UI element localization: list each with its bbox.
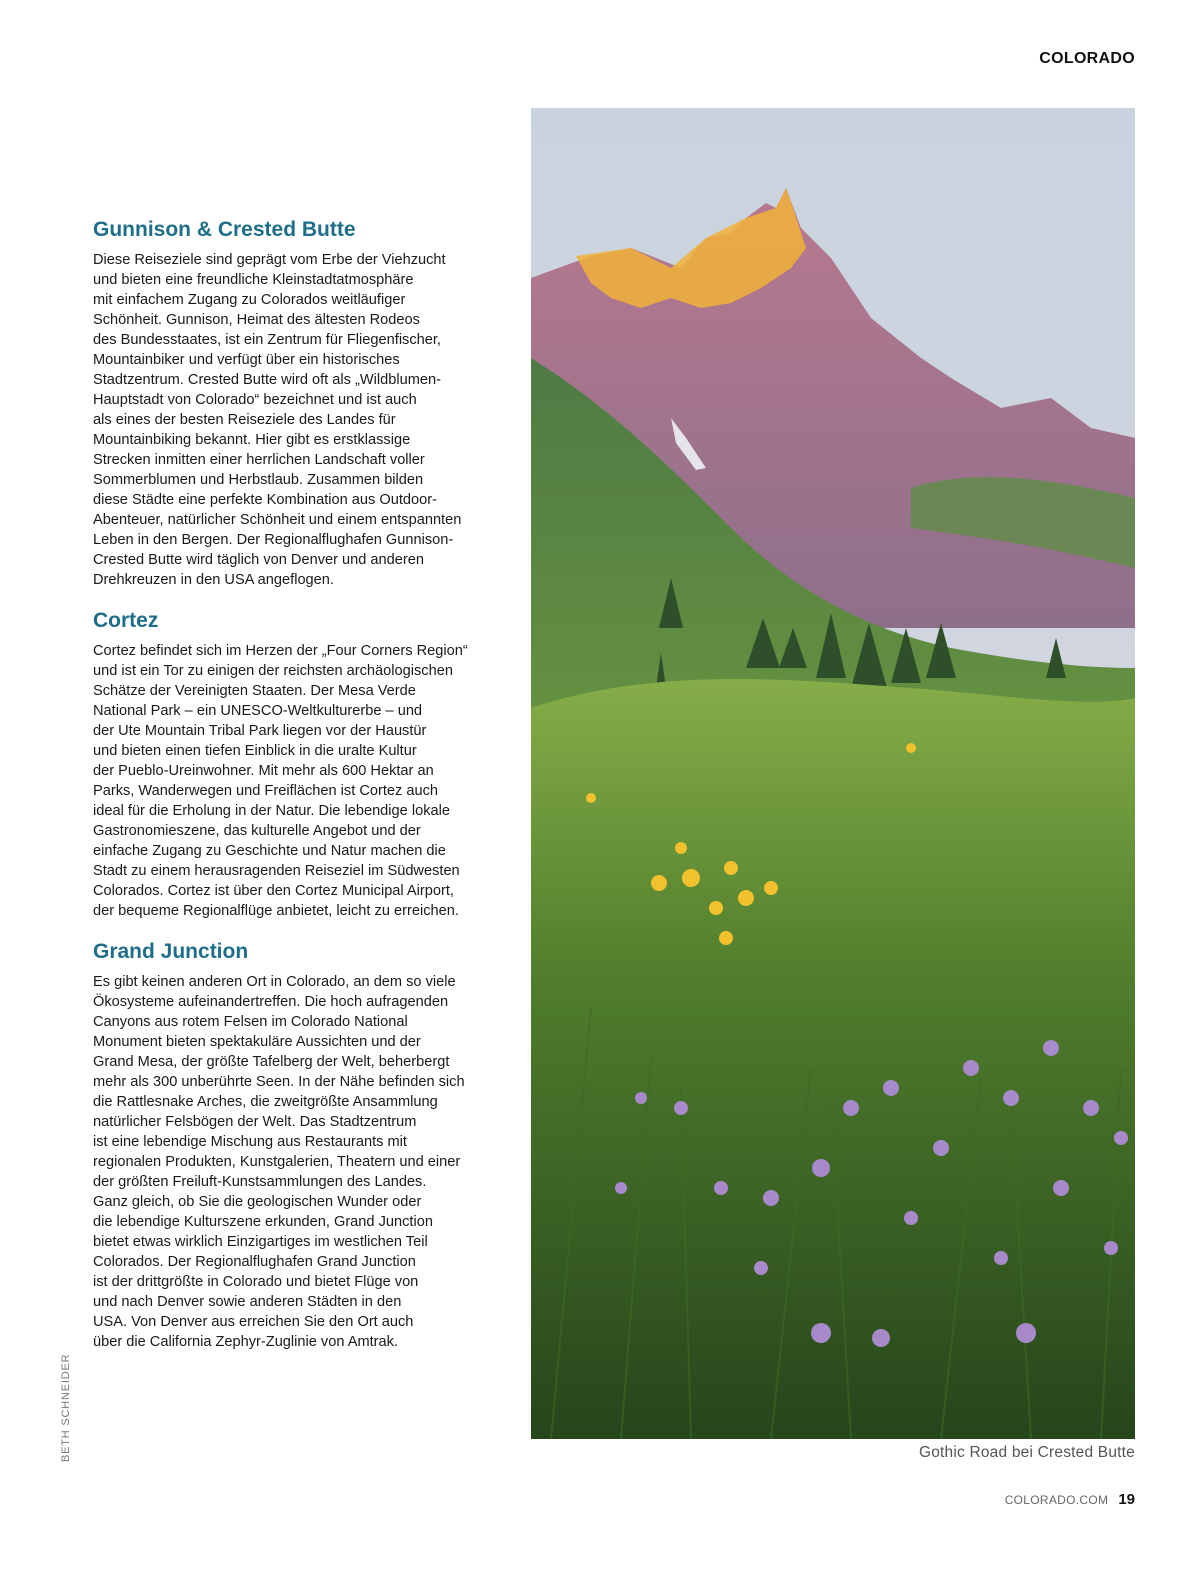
article-title: Grand Junction — [93, 940, 249, 963]
section-label: COLORADO — [1039, 50, 1135, 67]
article-gunnison — [93, 216, 505, 590]
article-column — [93, 216, 505, 1369]
article-title: Gunnison & Crested Butte — [93, 218, 356, 241]
footer-site: COLORADO.COM — [1004, 1493, 1109, 1507]
article-body: Es gibt keinen anderen Ort in Colorado, an dem so viele Ökosysteme aufeinandertreffen. Die hoch aufragenden Canyons aus rotem Felsen im Colorado National Monument bieten spektakuläre Aussichten und der Grand Mesa, der größte Tafelberg der Welt, beherbergt mehr als 300 unberührte Seen. In der Nähe befinden sich die Rattlesnake Arches, die zweitgrößte Ansammlung natürlicher Felsbögen der Welt. Das Stadtzentrum ist eine lebendige Mischung aus Restaurants mit regionalen Produkten, Kunstgalerien, Theatern und einer der größten Freiluft-Kunstsammlungen des Landes. Ganz gleich, ob Sie die geologischen Wunder oder die lebendige Kulturszene erkunden, Grand Junction bietet etwas wirklich Einzigartiges im westlichen Teil Colorados. Der Regionalflughafen Grand Junction ist der drittgrößte in Colorado und bietet Flüge von und nach Denver sowie anderen Städten in den USA. Von Denver aus erreichen Sie den Ort auch über die California Zephyr-Zuglinie von Amtrak. — [93, 974, 465, 1350]
landscape-photo — [531, 108, 1135, 1439]
article-title: Cortez — [93, 609, 159, 632]
page-number: 19 — [1118, 1491, 1135, 1508]
photo-credit: BETH SCHNEIDER — [60, 1353, 72, 1462]
article-grand-junction — [93, 938, 505, 1352]
page-footer — [1005, 1491, 1135, 1508]
photo-caption: Gothic Road bei Crested Butte — [918, 1444, 1135, 1461]
article-body: Cortez befindet sich im Herzen der „Four Corners Region“ und ist ein Tor zu einigen der reichsten archäologischen Schätze der Vereinigten Staaten. Der Mesa Verde National Park – ein UNESCO-Weltkulturerbe – und der Ute Mountain Tribal Park liegen vor der Haustür und bieten einen tiefen Einblick in die uralte Kultur der Pueblo-Ureinwohner. Mit mehr als 600 Hektar an Parks, Wanderwegen und Freiflächen ist Cortez auch ideal für die Erholung in der Natur. Die lebendige lokale Gastronomieszene, das kulturelle Angebot und der einfache Zugang zu Geschichte und Natur machen die Stadt zu einem herausragenden Reiseziel im Südwesten Colorados. Cortez ist über den Cortez Municipal Airport, der bequeme Regionalflüge anbietet, leicht zu erreichen. — [93, 643, 468, 919]
article-cortez — [93, 607, 505, 921]
mountain-meadow-image — [531, 108, 1135, 1439]
article-body: Diese Reiseziele sind geprägt vom Erbe der Viehzucht und bieten eine freundliche Kleinstadtatmosphäre mit einfachem Zugang zu Colorados weitläufiger Schönheit. Gunnison, Heimat des ältesten Rodeos des Bundesstaates, ist ein Zentrum für Fliegenfischer, Mountainbiker und verfügt über ein historisches Stadtzentrum. Crested Butte wird oft als „Wildblumen- Hauptstadt von Colorado“ bezeichnet und ist auch als eines der besten Reiseziele des Landes für Mountainbiking bekannt. Hier gibt es erstklassige Strecken inmitten einer herrlichen Landschaft voller Sommerblumen und Herbstlaub. Zusammen bilden diese Städte eine perfekte Kombination aus Outdoor- Abenteuer, natürlicher Schönheit und einem entspannten Leben in den Bergen. Der Regionalflughafen Gunnison- Crested Butte wird täglich von Denver und anderen Drehkreuzen in den USA angeflogen. — [93, 252, 462, 588]
